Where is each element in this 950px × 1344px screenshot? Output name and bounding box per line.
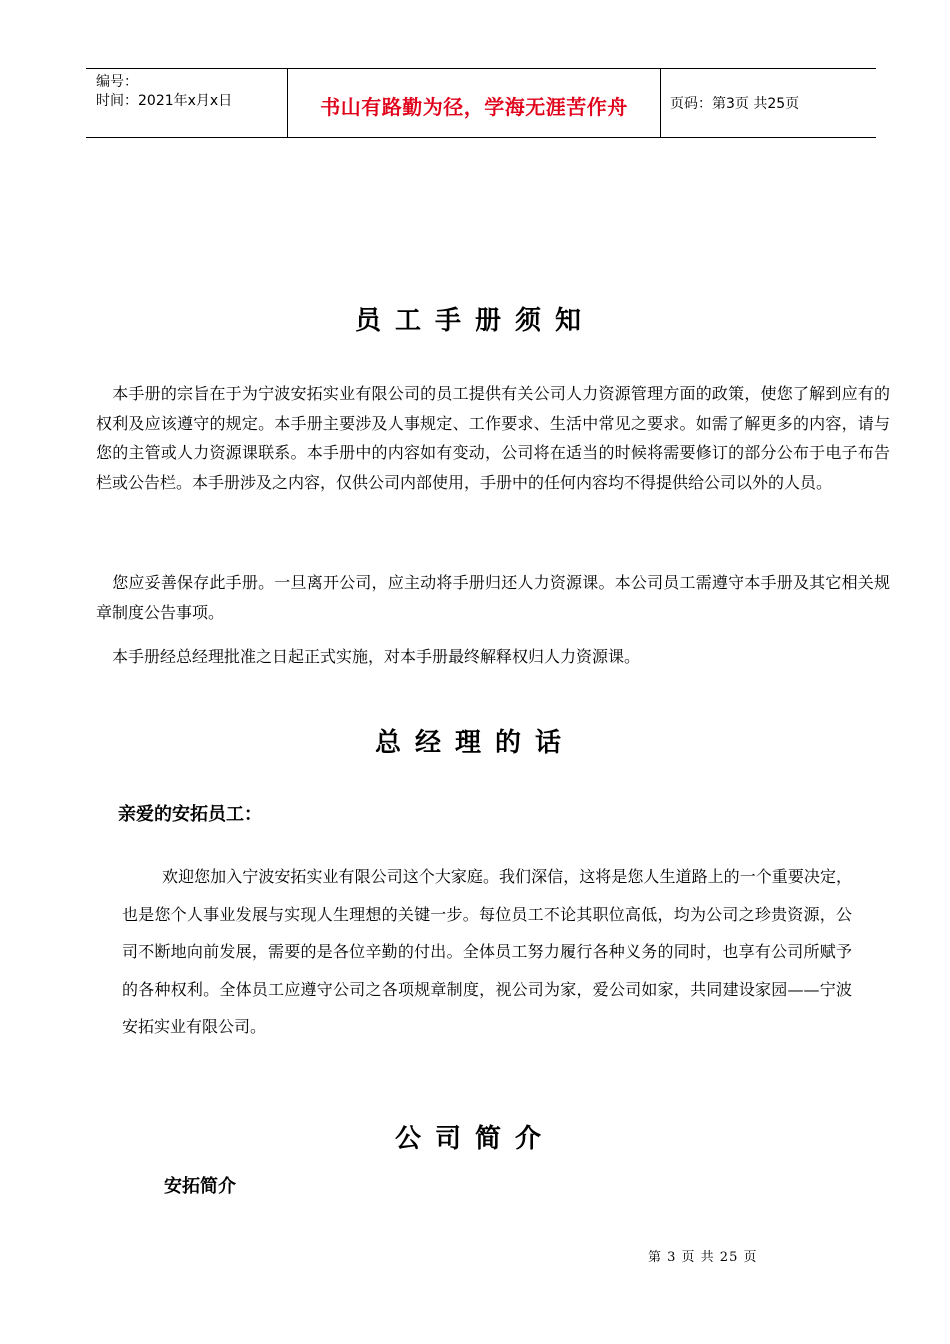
- header-meta-cell: [86, 69, 288, 137]
- subsection-title-antuo-profile: 安拓简介: [164, 1176, 236, 1197]
- section-title-gm-message: 总经理的话: [374, 728, 575, 758]
- header-page-info-cell: [661, 69, 876, 137]
- document-time-label: 时间：2021年x月x日: [96, 93, 233, 109]
- section-title-company-profile: 公司简介: [394, 1124, 555, 1154]
- letter-greeting: 亲爱的安拓员工：: [118, 804, 262, 825]
- header-motto: 书山有路勤为径，学海无涯苦作舟: [320, 94, 628, 119]
- document-number-label: 编号：: [96, 74, 138, 90]
- page-header: [86, 68, 876, 138]
- header-motto-cell: [288, 69, 661, 137]
- handbook-paragraph-2: 您应妥善保存此手册。一旦离开公司，应主动将手册归还人力资源课。本公司员工需遵守本手册及其它相关规章制度公告事项。: [96, 573, 890, 622]
- handbook-paragraph-3: 本手册经总经理批准之日起正式实施，对本手册最终解释权归人力资源课。: [112, 647, 641, 666]
- gm-letter-body: 欢迎您加入宁波安拓实业有限公司这个大家庭。我们深信，这将是您人生道路上的一个重要决定，也是您个人事业发展与实现人生理想的关键一步。每位员工不论其职位高低，均为公司之珍贵资源，公司不断地向前发展，需要的是各位辛勤的付出。全体员工努力履行各种义务的同时，也享有公司所赋予的各种权利。全体员工应遵守公司之各项规章制度，视公司为家，爱公司如家，共同建设家园——宁波安拓实业有限公司。: [122, 867, 852, 1036]
- handbook-paragraph-1: 本手册的宗旨在于为宁波安拓实业有限公司的员工提供有关公司人力资源管理方面的政策，使您了解到应有的权利及应该遵守的规定。本手册主要涉及人事规定、工作要求、生活中常见之要求。如需了解更多的内容，请与您的主管或人力资源课联系。本手册中的内容如有变动，公司将在适当的时候将需要修订的部分公布于电子布告栏或公告栏。本手册涉及之内容，仅供公司内部使用，手册中的任何内容均不得提供给公司以外的人员。: [96, 384, 890, 492]
- section-title-handbook-notice: 员工手册须知: [354, 306, 595, 336]
- page-footer: 第 3 页 共 25 页: [648, 1250, 758, 1265]
- header-page-info: 页码：第3页 共25页: [670, 96, 800, 112]
